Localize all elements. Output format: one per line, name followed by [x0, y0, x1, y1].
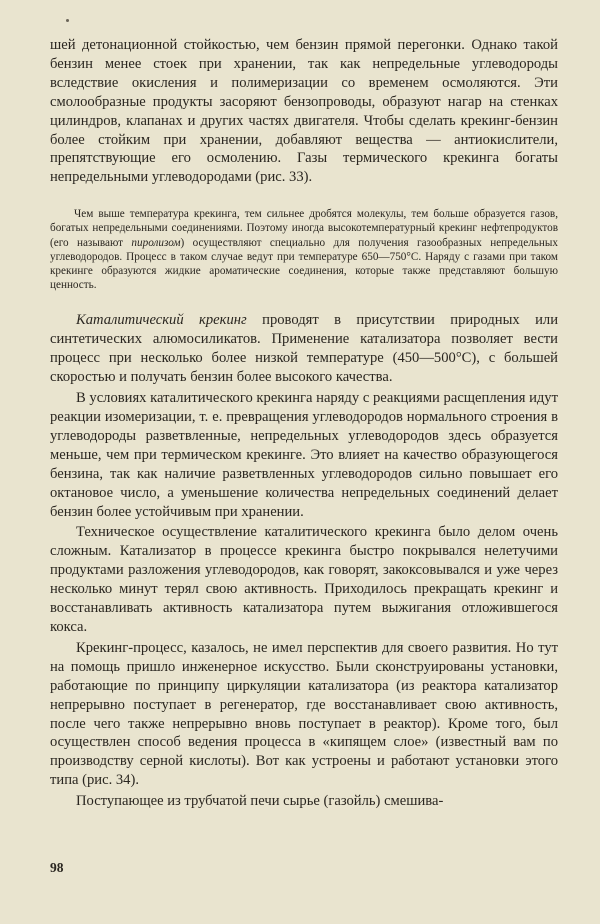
small-print-note	[50, 207, 558, 292]
term-catalytic-cracking: Каталитический крекинг	[76, 312, 247, 329]
paragraph-continued: шей детонационной стойкостью, чем бензин прямой перегонки. Однако такой бензин менее стоек при хранении, так как непредельные углеводороды вследствие окисления и полимеризации со временем осмоляются. Эти смолообразные продукты засоряют бензопроводы, образуют нагар на стенках цилиндров, клапанах и других частях двигателя. Чтобы сделать крекинг-бензин более стойким при хранении, добавляют вещества — антиокислители, препятствующие его осмолению. Газы термического крекинга богаты непредельными углеводородами (рис. 33).	[50, 37, 558, 186]
paragraph-process: Крекинг-процесс, казалось, не имел перспектив для своего развития. Но тут на помощь пришло инженерное искусство. Были сконструированы установки, работающие по принципу циркуляции катализатора (из реактора катализатор непрерывно поступает в регенератор, где восстанавливает свою активность, после чего также непрерывно вновь поступает в реактор). Кроме того, был осуществлен способ ведения процесса в «кипящем слое» (известный вам по производству серной кислоты). Вот как устроены и работают установки этого типа (рис. 34).	[50, 639, 558, 789]
note-text-b: ) осуществляют специально для получения газообразных непредельных углеводородов. Процесс в таком случае ведут при температуре 650—750°С. Наряду с газами при таком крекинге образуются жидкие ароматические соединения, которые также представляют большую ценность.	[50, 236, 559, 292]
paragraph-last-line: Поступающее из трубчатой печи сырье (газойль) смешива-	[76, 793, 444, 810]
paragraph-technical: Техническое осуществление каталитического крекинга было делом очень сложным. Катализатор в процессе крекинга быстро покрывался нелетучими продуктами разложения углеводородов, как говорят, закоксовывался и уже через несколько минут терял свою активность. Приходилось прекращать крекинг и восстанавливать активность катализатора путем выжигания отложившегося кокса.	[50, 524, 558, 635]
catalytic-cracking-text: проводят в присутствии природных или синтетических алюмосиликатов. Применение катализатора позволяет вести процесс при несколько более низкой температуре (450—500°С), с большей скоростью и получать бензин более высокого качества.	[50, 312, 559, 386]
paragraph-conditions: В условиях каталитического крекинга наряду с реакциями расщепления идут реакции изомеризации, т. е. превращения углеводородов нормального строения в углеводороды разветвленные, непредельных углеводородов здесь образуется меньше, чем при термическом крекинге. Это влияет на качество образующегося бензина, так как наличие разветвленных углеводородов сильно повышает его октановое число, а уменьшение количества непредельных соединений делает бензин более устойчивым при хранении.	[50, 390, 558, 520]
note-text-a: Чем выше температура крекинга, тем сильнее дробятся молекулы, тем больше образуется газов, богатых непредельными соединениями. Поэтому иногда высокотемпературный крекинг нефтепродуктов (его называют	[50, 208, 558, 249]
page-number: 98	[50, 860, 64, 875]
note-term-pyrolysis: пиролизом	[131, 236, 181, 249]
ink-speck	[66, 19, 69, 22]
paragraph-catalytic-cracking	[50, 311, 558, 387]
